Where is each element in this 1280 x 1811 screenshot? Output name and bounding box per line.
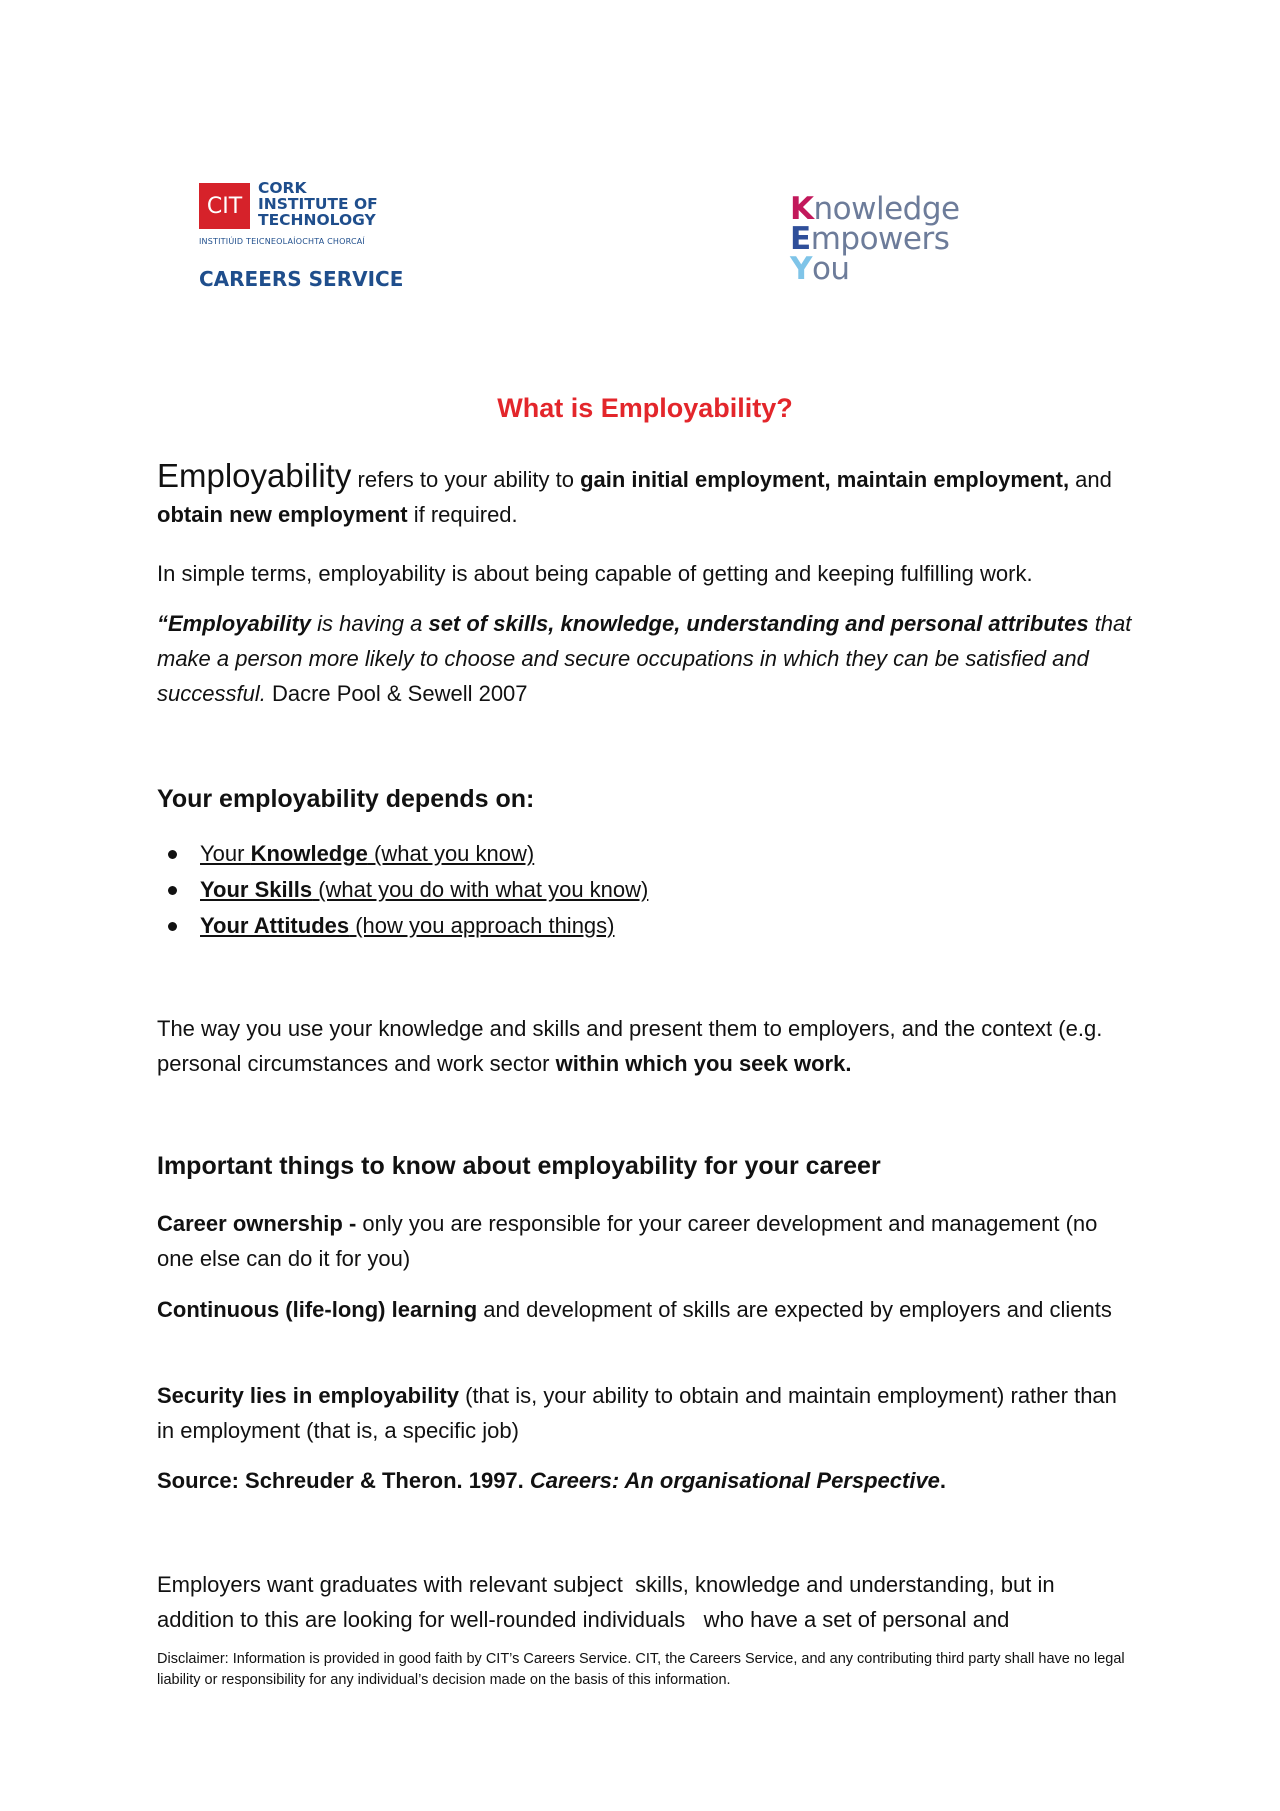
page-title: What is Employability? [497, 393, 793, 423]
quote-citation: Dacre Pool & Sewell 2007 [265, 681, 528, 706]
important-term: Security lies in employability [157, 1383, 459, 1408]
item-prefix: Your [200, 841, 251, 866]
context-paragraph [157, 1011, 1137, 1081]
source-line [157, 1463, 1137, 1498]
intro-lead-word: Employability [157, 457, 352, 494]
source-title: Careers: An organisational Perspective [529, 1468, 940, 1493]
important-term: Career ownership - [157, 1211, 357, 1236]
intro-bold: gain initial employment, maintain employment, [580, 467, 1070, 492]
important-text: only you are responsible for your career development and management (no one else can do it for you) [157, 1211, 1098, 1271]
item-term: Your Skills [200, 877, 313, 902]
quote-text: is having a [311, 611, 429, 636]
intro-text: if required. [407, 502, 518, 527]
definition-quote [157, 606, 1137, 711]
key-logo [790, 191, 1040, 287]
cit-irish-name: INSTITIÚID TEICNEOLAÍOCHTA CHORCAÍ [199, 237, 365, 246]
cit-logo-badge: CIT [199, 183, 250, 229]
careers-service-label: CAREERS SERVICE [199, 267, 404, 291]
important-heading: Important things to know about employability for your career [157, 1152, 881, 1180]
simple-terms-paragraph: In simple terms, employability is about being capable of getting and keeping fulfilling work. [157, 561, 1033, 586]
important-text: (that is, your ability to obtain and maintain employment) rather than in employment (that is, a specific job) [157, 1383, 1117, 1443]
source-label: Source: Schreuder & Theron. 1997. [157, 1468, 530, 1493]
item-term: Knowledge [250, 841, 368, 866]
list-item [200, 872, 900, 908]
depends-heading: Your employability depends on: [157, 785, 535, 813]
quote-text: that make a person more likely to choose and secure occupations in which they can be satisfied and successful. [157, 611, 1132, 706]
employers-paragraph: Employers want graduates with relevant subject skills, knowledge and understanding, but in addition to this are looking for well-rounded individuals who have a set of personal and [157, 1572, 1061, 1632]
depends-list [200, 836, 900, 944]
item-desc: (what you do with what you know) [312, 877, 649, 902]
cit-name-line: INSTITUTE OF [258, 195, 378, 213]
cit-logo-name [258, 180, 418, 228]
important-item [157, 1206, 1137, 1276]
important-item [157, 1292, 1137, 1327]
list-item [200, 836, 900, 872]
key-word-rest: mpowers [810, 221, 950, 257]
key-logo-line-1 [790, 191, 1040, 227]
important-term: Continuous (life-long) learning [157, 1297, 478, 1322]
context-text: The way you use your knowledge and skills and present them to employers, and the context (e.g. personal circumstances and work sector [157, 1016, 1103, 1076]
quote-emphasis: set of skills, knowledge, understanding and personal attributes [428, 611, 1089, 636]
cit-name-line: TECHNOLOGY [258, 211, 376, 229]
key-initial-e: E [790, 221, 811, 257]
intro-paragraph [157, 458, 1137, 532]
key-word-rest: ou [811, 251, 850, 287]
key-initial-y: Y [790, 251, 812, 287]
disclaimer: Disclaimer: Information is provided in good faith by CIT’s Careers Service. CIT, the Careers Service, and any contributing third party shall have no legal liability or responsibility for any individual’s decision made on the basis of this information. [157, 1651, 1125, 1688]
important-text: and development of skills are expected by employers and clients [477, 1297, 1112, 1322]
item-desc: (how you approach things) [349, 913, 615, 938]
source-end: . [939, 1468, 947, 1493]
item-desc: (what you know) [367, 841, 535, 866]
intro-bold: obtain new employment [157, 502, 408, 527]
key-logo-line-2 [790, 221, 1040, 257]
key-initial-k: K [790, 191, 814, 227]
quote-term: “Employability [157, 611, 312, 636]
item-term: Your Attitudes [200, 913, 350, 938]
cit-name-line: CORK [258, 179, 307, 197]
important-item [157, 1378, 1137, 1448]
context-bold: within which you seek work. [555, 1051, 852, 1076]
intro-text: and [1069, 467, 1112, 492]
intro-text: refers to your ability to [351, 467, 581, 492]
list-item [200, 908, 900, 944]
key-word-rest: nowledge [813, 191, 960, 227]
key-logo-line-3 [790, 251, 1040, 287]
